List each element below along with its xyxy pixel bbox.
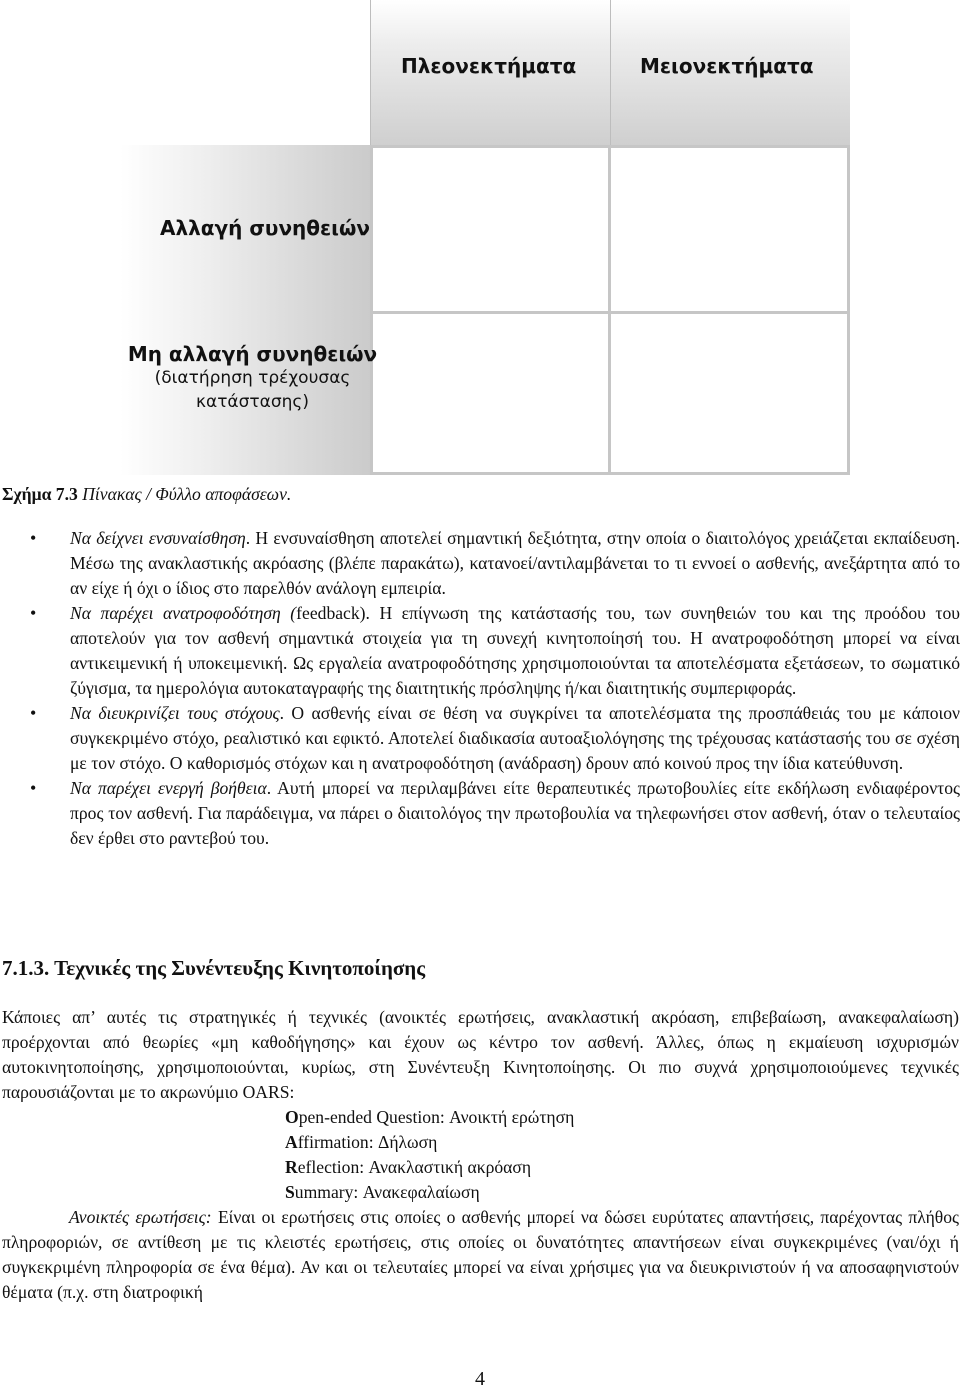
oars-letter: O bbox=[285, 1107, 299, 1127]
change-habits-label: Αλλαγή συνηθειών bbox=[160, 216, 370, 240]
paragraph-body: Είναι οι ερωτήσεις στις οποίες ο ασθενής μπορεί να δώσει ευρύτατες απαντήσεις, παρέχοντας πλήθος πληροφοριών, σε αντίθεση με τις κλειστές ερωτήσεις, στις οποίες οι δυνατότητες απαντήσεων είναι συγκεκριμένες (ναι/όχι ή συγκεκριμένη πληροφορία σε ένα θέμα). Αν και οι τελευταίες μπορεί να είναι χρήσιμες για να διευκρινιστούν ή να αποσαφηνιστούν θέματα (π.χ. στη διατροφική bbox=[2, 1207, 959, 1302]
section-heading: 7.1.3. Τεχνικές της Συνέντευξης Κινητοποίησης bbox=[2, 956, 426, 980]
bullet-body: . Αυτή μπορεί να περιλαμβάνει είτε θεραπευτικές πρωτοβουλίες είτε εκδήλωση ενδιαφέροντος προς τον ασθενή. Για παράδειγμα, να πάρει ο διαιτολόγος την πρωτοβουλία να τηλεφωνήσει στον ασθενή, όταν ο τελευταίος δεν έρθει στο ραντεβού του. bbox=[70, 778, 960, 848]
bullet-lead: Να δείχνει ενσυναίσθηση bbox=[70, 528, 246, 548]
matrix-cell bbox=[608, 311, 850, 475]
oars-text: ummary: Ανακεφαλαίωση bbox=[294, 1182, 480, 1202]
decision-matrix-figure bbox=[0, 0, 960, 480]
list-item bbox=[285, 1105, 574, 1130]
bullet-list bbox=[30, 526, 960, 851]
body-paragraph: Κάποιες απ’ αυτές τις στρατηγικές ή τεχνικές (ανοικτές ερωτήσεις, ανακλαστική ακρόαση, επιβεβαίωση, ανακεφαλαίωση) προέρχονται από θεωρίες «μη καθοδήγησης» και έχουν ως κέντρο τον ασθενή. Άλλες, όπως η εκμαίευση ισχυρισμών αυτοκινητοποίησης, χρησιμοποιούνται, κυρίως, στη Συνέντευξη Κινητοποίησης. Οι πιο συχνά χρησιμοποιούμενες τεχνικές παρουσιάζονται με το ακρωνύμιο OARS: bbox=[2, 1007, 959, 1102]
bullet-body: . Η ενσυναίσθηση αποτελεί σημαντική δεξιότητα, στην οποία ο διαιτολόγος χρειάζεται εκπαίδευση. Μέσω της ανακλαστικής ακρόασης (βλέπε παρακάτω), κατανοεί/αντιλαμβάνεται το τι εννοεί ο ασθενής, ανεξάρτητα από το αν είχε ή όχι ο ίδιος στο παρελθόν ανάλογη εμπειρία. bbox=[70, 528, 960, 598]
page-number: 4 bbox=[475, 1368, 485, 1390]
oars-letter: R bbox=[285, 1157, 298, 1177]
matrix-cell bbox=[370, 311, 611, 475]
open-questions-paragraph bbox=[2, 1205, 959, 1305]
oars-text: pen-ended Question: Ανοικτή ερώτηση bbox=[298, 1107, 575, 1127]
oars-text: eflection: Ανακλαστική ακρόαση bbox=[297, 1157, 532, 1177]
list-item bbox=[30, 601, 960, 701]
list-item bbox=[30, 701, 960, 776]
bullet-lead: Να παρέχει ανατροφοδότηση ( bbox=[70, 603, 297, 623]
no-change-title: Μη αλλαγή συνηθειών bbox=[127, 342, 378, 366]
oars-text: ffirmation: Δήλωση bbox=[297, 1132, 438, 1152]
list-item bbox=[30, 776, 960, 851]
list-item bbox=[30, 526, 960, 601]
list-item bbox=[285, 1130, 574, 1155]
paragraph-lead: Ανοικτές ερωτήσεις: bbox=[69, 1207, 212, 1227]
disadvantages-label: Μειονεκτήματα bbox=[640, 54, 814, 78]
oars-letter: A bbox=[285, 1132, 298, 1152]
bullet-lead: Να παρέχει ενεργή βοήθεια bbox=[70, 778, 267, 798]
caption-label: Σχήμα 7.3 bbox=[2, 484, 78, 504]
caption-text: Πίνακας / Φύλλο αποφάσεων. bbox=[77, 484, 292, 504]
no-change-subtitle: (διατήρηση τρέχουσας κατάστασης) bbox=[154, 368, 351, 412]
list-item bbox=[285, 1155, 574, 1180]
matrix-cell bbox=[608, 145, 850, 314]
oars-list bbox=[285, 1105, 574, 1205]
advantages-label: Πλεονεκτήματα bbox=[401, 54, 577, 78]
list-item bbox=[285, 1180, 574, 1205]
oars-letter: S bbox=[285, 1182, 295, 1202]
figure-caption bbox=[2, 482, 291, 507]
bullet-body: feedback). Η επίγνωση της κατάστασής του, των συνηθειών του και της προόδου του αποτελούν για τον ασθενή σημαντικά στοιχεία για τη συνεχή κινητοποίησή του. Η ανατροφοδότηση μπορεί να είναι αντικειμενική ή υποκειμενική. Ως εργαλεία ανατροφοδότησης χρησιμοποιούνται τα αποτελέσματα εξετάσεων, το σωματικό ζύγισμα, τα ημερολόγια αυτοκαταγραφής της διαιτητικής πρόσληψης ή/και διαιτητικής συμπεριφοράς. bbox=[70, 603, 960, 698]
bullet-lead: Να διευκρινίζει τους στόχους bbox=[70, 703, 280, 723]
no-change-habits-label bbox=[120, 342, 385, 414]
bullet-body: . Ο ασθενής είναι σε θέση να συγκρίνει τα αποτελέσματα της προσπάθειάς του με κάποιον συγκεκριμένο στόχο, ρεαλιστικό και εφικτό. Αποτελεί διαδικασία αυτοαξιολόγησης της τρέχουσας κατάστασής του σε σχέση με τον στόχο. Ο καθορισμός στόχων και η ανατροφοδότηση (ανάδραση) δρουν από κοινού προς την ίδια κατεύθυνση. bbox=[70, 703, 960, 773]
